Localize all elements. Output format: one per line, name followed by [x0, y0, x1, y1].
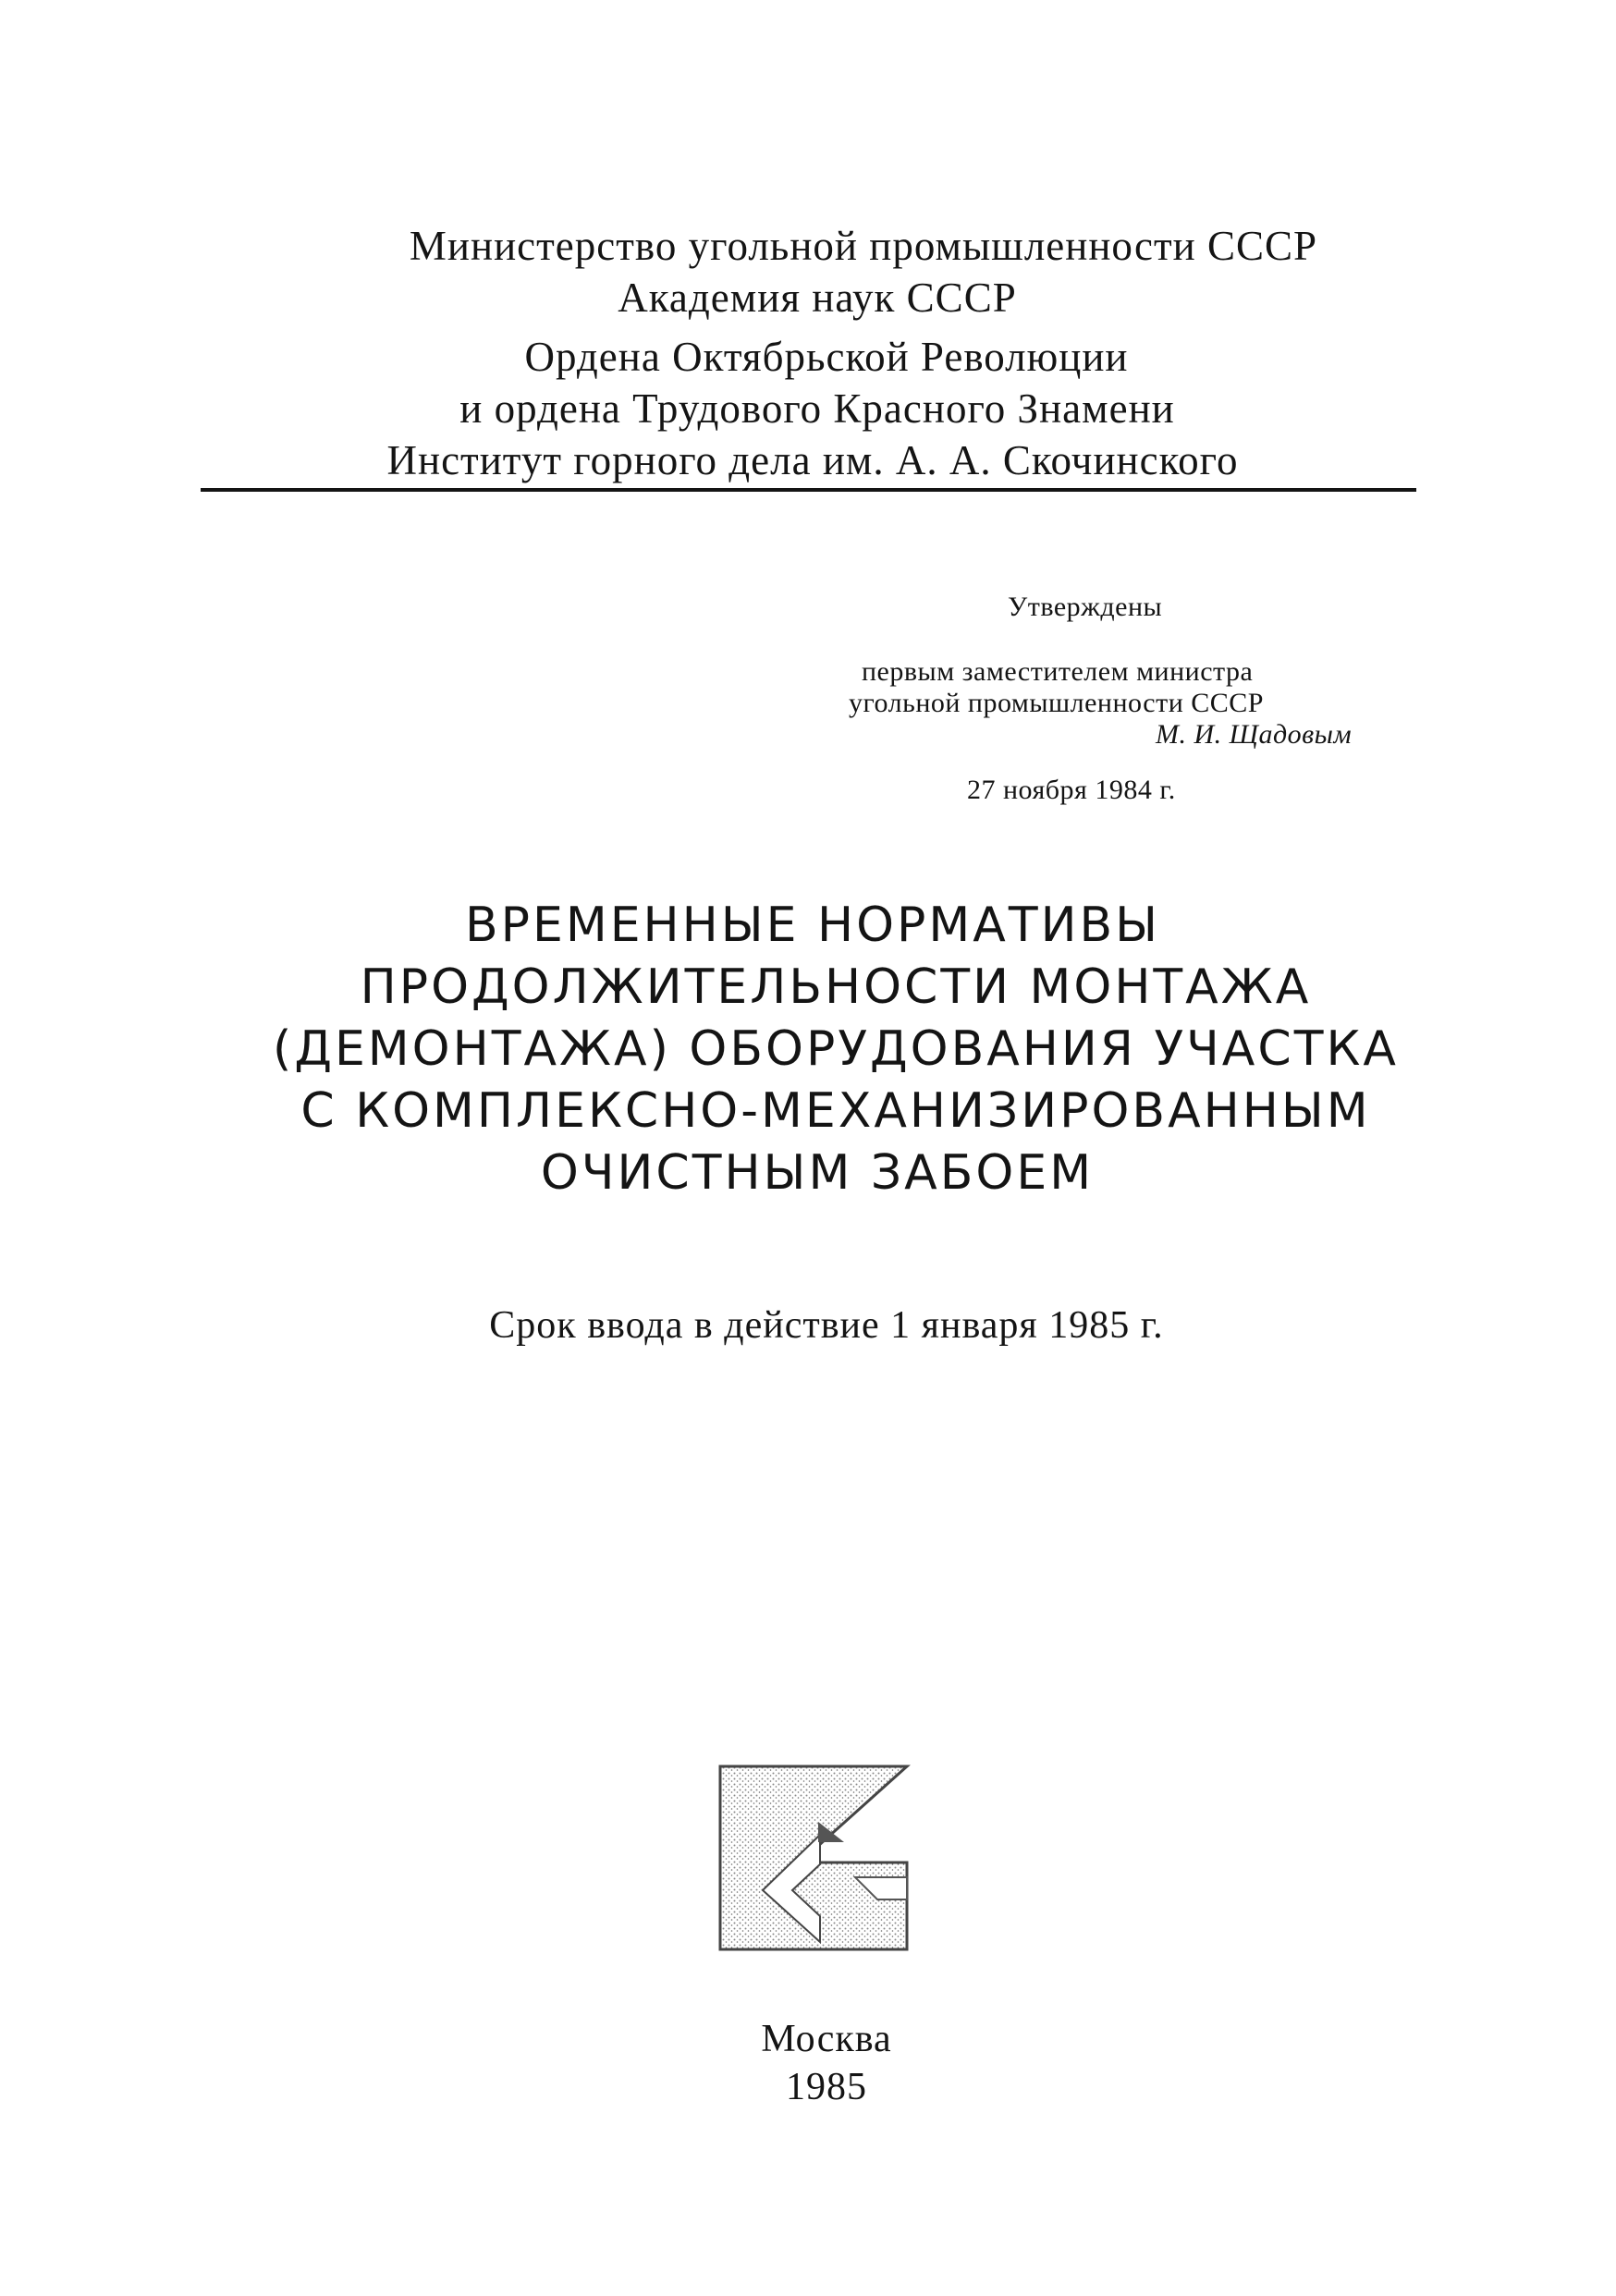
academy-name: Академия наук СССР [618, 275, 1017, 321]
order-line-1: Ордена Октябрьской Революции [524, 334, 1129, 380]
imprint-year: 1985 [786, 2066, 867, 2108]
effective-date: Срок ввода в действие 1 января 1985 г. [489, 1304, 1164, 1347]
header-divider [201, 488, 1416, 492]
approval-heading: Утверждены [1008, 592, 1163, 622]
institute-name: Институт горного дела им. А. А. Скочинского [386, 437, 1239, 483]
title-line: ОЧИСТНЫМ ЗАБОЕМ [540, 1145, 1095, 1201]
approval-line-1: первым заместителем министра [862, 656, 1254, 687]
title-line: ВРЕМЕННЫЕ НОРМАТИВЫ [464, 898, 1161, 953]
header-block [0, 220, 1616, 486]
imprint-block [0, 2015, 1616, 2111]
order-line-2: и ордена Трудового Красного Знамени [459, 385, 1175, 432]
title-line: (ДЕМОНТАЖА) ОБОРУДОВАНИЯ УЧАСТКА [273, 1021, 1399, 1077]
publisher-logo-icon [716, 1761, 911, 1955]
title-line: С КОМПЛЕКСНО-МЕХАНИЗИРОВАННЫМ [300, 1083, 1371, 1139]
approval-line-2: угольной промышленности СССР [849, 688, 1264, 718]
approval-signatory: М. И. Щадовым [1156, 719, 1353, 750]
imprint-city: Москва [761, 2018, 892, 2060]
ministry-name: Министерство угольной промышленности СССР [409, 223, 1318, 269]
title-line: ПРОДОЛЖИТЕЛЬНОСТИ МОНТАЖА [360, 959, 1312, 1015]
document-title [0, 895, 1616, 1204]
approval-date: 27 ноября 1984 г. [967, 775, 1176, 805]
